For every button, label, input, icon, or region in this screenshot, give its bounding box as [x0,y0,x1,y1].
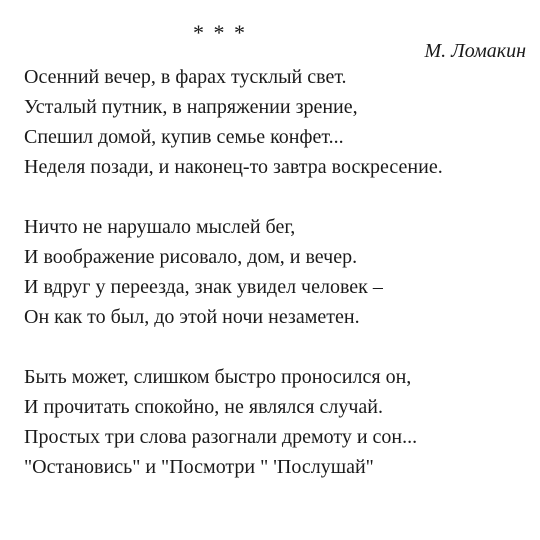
poem-line: Спешил домой, купив семье конфет... [24,126,344,148]
stanza-3 [24,362,534,482]
poem-line: "Остановись" и "Посмотри " 'Послушай" [24,456,374,478]
author-name: М. Ломакин [424,40,526,62]
poem-line: Неделя позади, и наконец-то завтра воскресение. [24,156,443,178]
poem-body [24,62,534,512]
stanza-2 [24,212,534,332]
stanza-separator-stars: * * * [193,20,247,45]
stanza-1 [24,62,534,182]
poem-line: И вдруг у переезда, знак увидел человек – [24,276,383,298]
poem-line: Он как то был, до этой ночи незаметен. [24,306,360,328]
poem-line: И воображение рисовало, дом, и вечер. [24,246,358,268]
poem-line: Ничто не нарушало мыслей бег, [24,216,296,238]
poem-line: И прочитать спокойно, не являлся случай. [24,396,383,418]
poem-line: Простых три слова разогнали дремоту и сон... [24,426,418,448]
poem-line: Усталый путник, в напряжении зрение, [24,96,358,118]
poem-line: Быть может, слишком быстро проносился он, [24,366,412,388]
poem-line: Осенний вечер, в фарах тусклый свет. [24,66,347,88]
